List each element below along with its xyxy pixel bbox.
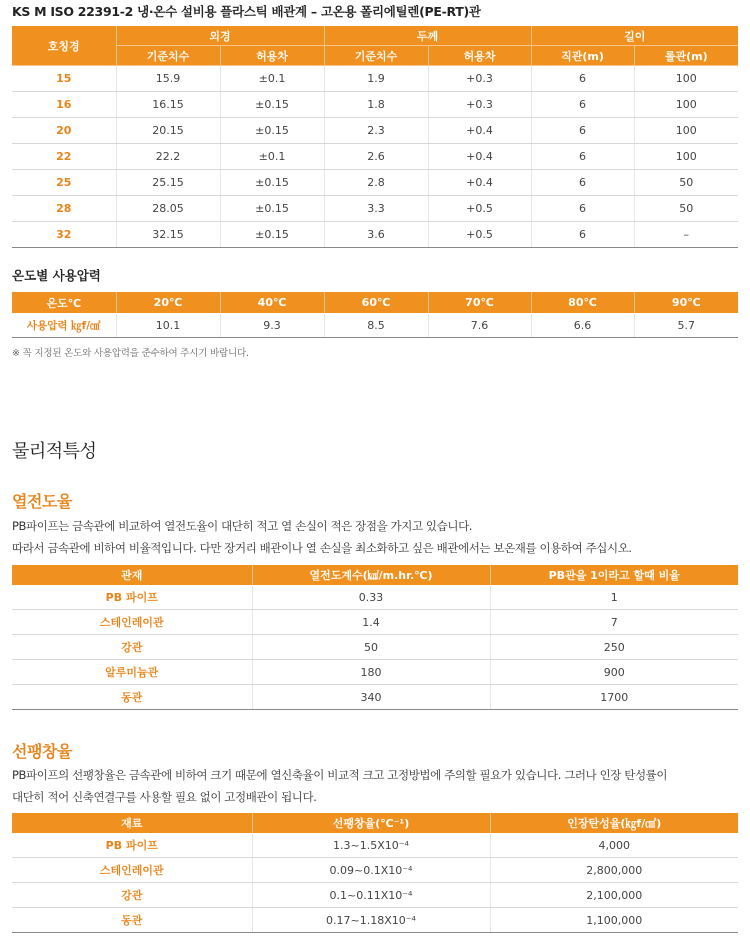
table-row [12, 660, 738, 685]
pipe-spec-table [12, 26, 738, 248]
table-row [12, 883, 738, 908]
wall-cell: 2.3 [324, 118, 428, 144]
spec-title: KS M ISO 22391-2 냉·온수 설비용 플라스틱 배관계 – 고온용 폴리에틸렌(PE-RT)관 [12, 4, 481, 19]
od-cell: 25.15 [116, 170, 220, 196]
expansion-cell: 0.09~0.1X10⁻⁴ [252, 858, 490, 883]
temp-cell: 40℃ [220, 292, 324, 313]
table-row [12, 222, 738, 248]
modulus-cell: 2,800,000 [490, 858, 738, 883]
od-tol-cell: ±0.1 [220, 66, 324, 92]
od-cell: 15.9 [116, 66, 220, 92]
material-cell: PB 파이프 [12, 833, 252, 858]
coefficient-cell: 50 [252, 635, 490, 660]
material-cell: 스테인레이관 [12, 858, 252, 883]
thermal-table [12, 565, 738, 710]
pressure-cell: 10.1 [116, 313, 220, 338]
header-coil: 롤관(m) [634, 46, 738, 66]
coefficient-cell: 0.33 [252, 585, 490, 610]
thermal-header-coefficient: 열전도계수(㎉/m.hr.℃) [252, 565, 490, 585]
size-cell: 25 [12, 170, 116, 196]
pressure-note: ※ 꼭 지정된 온도와 사용압력을 준수하여 주시기 바랍니다. [12, 348, 249, 359]
expansion-heading: 선팽창율 [12, 742, 72, 761]
size-cell: 20 [12, 118, 116, 144]
wall-tol-cell: +0.4 [428, 170, 531, 196]
size-cell: 32 [12, 222, 116, 248]
header-wall-tol: 허용차 [428, 46, 531, 66]
material-cell: 동관 [12, 685, 252, 710]
straight-cell: 6 [531, 118, 634, 144]
pressure-value-row [12, 313, 738, 338]
material-cell: 알루미늄관 [12, 660, 252, 685]
table-row [12, 585, 738, 610]
ratio-cell: 1 [490, 585, 738, 610]
pressure-table [12, 292, 738, 338]
expansion-header-modulus: 인장탄성율(㎏f/㎠) [490, 813, 738, 833]
size-cell: 16 [12, 92, 116, 118]
pressure-cell: 7.6 [428, 313, 531, 338]
table-row [12, 858, 738, 883]
material-cell: PB 파이프 [12, 585, 252, 610]
coefficient-cell: 180 [252, 660, 490, 685]
wall-tol-cell: +0.4 [428, 144, 531, 170]
coil-cell: – [634, 222, 738, 248]
table-row [12, 610, 738, 635]
size-cell: 28 [12, 196, 116, 222]
header-od-tol: 허용차 [220, 46, 324, 66]
od-tol-cell: ±0.15 [220, 222, 324, 248]
material-cell: 강관 [12, 635, 252, 660]
thermal-para-2: 따라서 금속관에 비하여 비율적입니다. 다만 장거리 배관이나 열 손실을 최소화하고 싶은 배관에서는 보온재를 이용하여 주십시오. [12, 541, 632, 555]
header-outer-diameter: 외경 [116, 26, 324, 46]
header-od-std: 기준치수 [116, 46, 220, 66]
material-cell: 동관 [12, 908, 252, 933]
pressure-cell: 5.7 [634, 313, 738, 338]
coefficient-cell: 340 [252, 685, 490, 710]
expansion-cell: 1.3~1.5X10⁻⁴ [252, 833, 490, 858]
od-cell: 22.2 [116, 144, 220, 170]
wall-cell: 1.8 [324, 92, 428, 118]
material-cell: 강관 [12, 883, 252, 908]
table-row [12, 196, 738, 222]
coil-cell: 100 [634, 118, 738, 144]
expansion-table [12, 813, 738, 933]
straight-cell: 6 [531, 170, 634, 196]
od-cell: 28.05 [116, 196, 220, 222]
modulus-cell: 4,000 [490, 833, 738, 858]
ratio-cell: 900 [490, 660, 738, 685]
od-cell: 20.15 [116, 118, 220, 144]
wall-cell: 2.6 [324, 144, 428, 170]
coefficient-cell: 1.4 [252, 610, 490, 635]
expansion-para-2: 대단히 적어 신축연결구를 사용할 필요 없이 고정배관이 됩니다. [12, 790, 317, 804]
size-cell: 22 [12, 144, 116, 170]
od-tol-cell: ±0.15 [220, 170, 324, 196]
wall-tol-cell: +0.3 [428, 92, 531, 118]
header-thickness: 두께 [324, 26, 531, 46]
header-length: 길이 [531, 26, 738, 46]
pressure-heading: 온도별 사용압력 [12, 268, 101, 283]
temp-cell: 20℃ [116, 292, 220, 313]
expansion-cell: 0.17~1.18X10⁻⁴ [252, 908, 490, 933]
size-cell: 15 [12, 66, 116, 92]
temp-cell: 70℃ [428, 292, 531, 313]
pressure-cell: 8.5 [324, 313, 428, 338]
table-row [12, 908, 738, 933]
material-cell: 스테인레이관 [12, 610, 252, 635]
expansion-header-coefficient: 선팽창율(℃⁻¹) [252, 813, 490, 833]
wall-tol-cell: +0.3 [428, 66, 531, 92]
table-row [12, 144, 738, 170]
coil-cell: 50 [634, 170, 738, 196]
table-row [12, 118, 738, 144]
header-straight: 직관(m) [531, 46, 634, 66]
od-cell: 32.15 [116, 222, 220, 248]
pressure-temp-row [12, 292, 738, 313]
table-row [12, 635, 738, 660]
pressure-cell: 6.6 [531, 313, 634, 338]
ratio-cell: 250 [490, 635, 738, 660]
straight-cell: 6 [531, 66, 634, 92]
coil-cell: 100 [634, 92, 738, 118]
thermal-heading: 열전도율 [12, 492, 72, 511]
modulus-cell: 2,100,000 [490, 883, 738, 908]
header-nominal: 호칭경 [12, 26, 116, 66]
table-row [12, 170, 738, 196]
wall-cell: 3.3 [324, 196, 428, 222]
temp-cell: 90℃ [634, 292, 738, 313]
coil-cell: 100 [634, 66, 738, 92]
pressure-cell: 9.3 [220, 313, 324, 338]
straight-cell: 6 [531, 92, 634, 118]
modulus-cell: 1,100,000 [490, 908, 738, 933]
od-tol-cell: ±0.15 [220, 118, 324, 144]
table-row [12, 685, 738, 710]
wall-cell: 2.8 [324, 170, 428, 196]
thermal-header-material: 관재 [12, 565, 252, 585]
wall-cell: 3.6 [324, 222, 428, 248]
od-tol-cell: ±0.1 [220, 144, 324, 170]
ratio-cell: 1700 [490, 685, 738, 710]
coil-cell: 50 [634, 196, 738, 222]
od-tol-cell: ±0.15 [220, 92, 324, 118]
straight-cell: 6 [531, 196, 634, 222]
coil-cell: 100 [634, 144, 738, 170]
od-tol-cell: ±0.15 [220, 196, 324, 222]
pressure-label: 사용압력 ㎏f/㎠ [12, 313, 116, 338]
ratio-cell: 7 [490, 610, 738, 635]
straight-cell: 6 [531, 222, 634, 248]
wall-tol-cell: +0.5 [428, 196, 531, 222]
temp-cell: 80℃ [531, 292, 634, 313]
temp-label: 온도℃ [12, 292, 116, 313]
wall-cell: 1.9 [324, 66, 428, 92]
table-row [12, 66, 738, 92]
thermal-header-ratio: PB관을 1이라고 할때 비율 [490, 565, 738, 585]
od-cell: 16.15 [116, 92, 220, 118]
header-wall-std: 기준치수 [324, 46, 428, 66]
wall-tol-cell: +0.5 [428, 222, 531, 248]
thermal-para-1: PB파이프는 금속관에 비교하여 열전도율이 대단히 적고 열 손실이 적은 장점을 가지고 있습니다. [12, 519, 473, 533]
temp-cell: 60℃ [324, 292, 428, 313]
straight-cell: 6 [531, 144, 634, 170]
expansion-para-1: PB파이프의 선팽창율은 금속관에 비하여 크기 때문에 열신축율이 비교적 크고 고정방법에 주의할 필요가 있습니다. 그러나 인장 탄성률이 [12, 768, 668, 782]
expansion-header-material: 재료 [12, 813, 252, 833]
physical-heading: 물리적특성 [12, 441, 97, 462]
wall-tol-cell: +0.4 [428, 118, 531, 144]
expansion-cell: 0.1~0.11X10⁻⁴ [252, 883, 490, 908]
table-row [12, 833, 738, 858]
table-row [12, 92, 738, 118]
